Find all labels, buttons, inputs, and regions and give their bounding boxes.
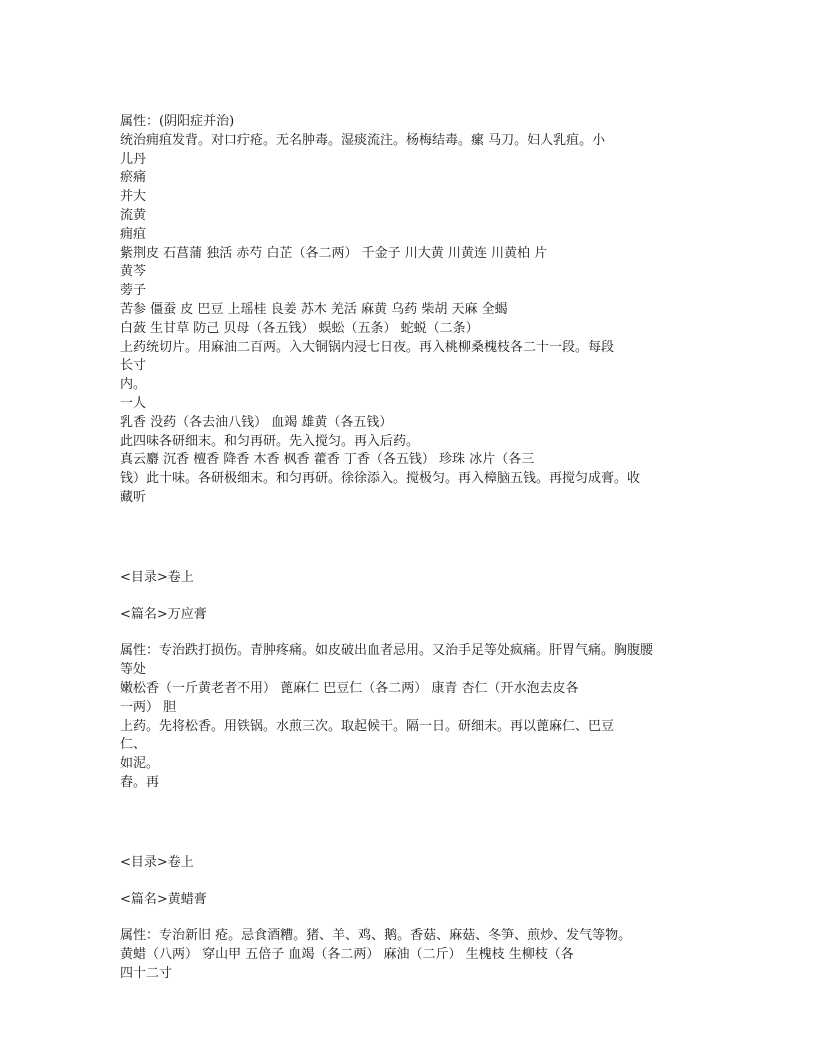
text-line: 乳香 没药（各去油八钱） 血竭 雄黄（各五钱）	[120, 414, 393, 430]
text-line: 儿丹	[120, 151, 147, 167]
text-line: 如泥。	[120, 756, 160, 772]
section-spacer	[120, 836, 680, 854]
text-line: 瘀痛	[120, 170, 147, 186]
text-line: 属性：专治跌打损伤。青肿疼痛。如皮破出血者忌用。又治手足等处疯痛。肝胃气痛。胸腹腰	[120, 643, 654, 659]
text-line: 一人	[120, 395, 147, 411]
text-line: 此四味各研细末。和匀再研。先入搅匀。再入后药。	[120, 433, 420, 449]
text-line: 蒡子	[120, 283, 147, 299]
text-line: 长寸	[120, 358, 147, 374]
section-spacer	[120, 793, 680, 836]
heading-spacer	[120, 624, 680, 642]
chapter-heading: <篇名>万应膏	[120, 606, 207, 622]
text-line: 四十二寸	[120, 965, 173, 981]
section-spacer	[120, 551, 680, 569]
catalog-heading: <目录>卷上	[120, 569, 194, 585]
section-1-body	[120, 113, 680, 508]
text-line: 统治痈疽发背。对口疔疮。无名肿毒。湿痰流注。杨梅结毒。瘰 马刀。妇人乳疽。小	[120, 132, 606, 148]
document-page	[120, 113, 680, 984]
text-line: 上药统切片。用麻油二百两。入大铜锅内浸七日夜。再入桃柳桑槐枝各二十一段。每段	[120, 339, 615, 355]
section-2	[120, 569, 680, 793]
text-line: 黄蜡（八两） 穿山甲 五倍子 血竭（各二两） 麻油（二斤） 生槐枝 生柳枝（各	[120, 947, 574, 963]
text-line: 一两） 胆	[120, 699, 177, 715]
heading-spacer	[120, 909, 680, 927]
heading-spacer	[120, 588, 680, 606]
text-line: 仁、	[120, 737, 147, 753]
heading-spacer	[120, 873, 680, 891]
section-spacer	[120, 508, 680, 551]
text-line: 黄芩	[120, 264, 147, 280]
text-line: 苦参 僵蚕 皮 巴豆 上瑶桂 良姜 苏木 羌活 麻黄 乌药 柴胡 天麻 全蝎	[120, 301, 508, 317]
text-line: 属性：专治新旧 疮。忌食酒糟。猪、羊、鸡、鹅。香菇、麻菇、冬笋、煎炒、发气等物。	[120, 928, 632, 944]
text-line: 痈疽	[120, 226, 147, 242]
text-line: 紫荆皮 石菖蒲 独活 赤芍 白芷（各二两） 千金子 川大黄 川黄连 川黄柏 片	[120, 245, 548, 261]
text-line: 属性：(阴阳症并治)	[120, 114, 235, 129]
text-line: 白蔹 生甘草 防己 贝母（各五钱） 蜈蚣（五条） 蛇蜕（二条）	[120, 320, 479, 336]
text-line: 等处	[120, 662, 147, 678]
text-line: 并大	[120, 189, 147, 205]
section-3	[120, 854, 680, 984]
text-line: 钱）此十味。各研极细末。和匀再研。徐徐添入。搅极匀。再入樟脑五钱。再搅匀成膏。收	[120, 471, 641, 487]
text-line: 流黄	[120, 207, 147, 223]
text-line: 内。	[120, 377, 147, 393]
text-line: 藏听	[120, 489, 147, 505]
chapter-heading: <篇名>黄蜡膏	[120, 891, 207, 907]
text-line: 舂。再	[120, 774, 160, 790]
catalog-heading: <目录>卷上	[120, 854, 194, 870]
text-line: 真云麝 沉香 檀香 降香 木香 枫香 藿香 丁香（各五钱） 珍珠 冰片（各三	[120, 452, 535, 468]
text-line: 嫩松香（一斤黄老者不用） 蓖麻仁 巴豆仁（各二两） 康青 杏仁（开水泡去皮各	[120, 680, 579, 696]
text-line: 上药。先将松香。用铁锅。水煎三次。取起候干。隔一日。研细末。再以蓖麻仁、巴豆	[120, 718, 615, 734]
